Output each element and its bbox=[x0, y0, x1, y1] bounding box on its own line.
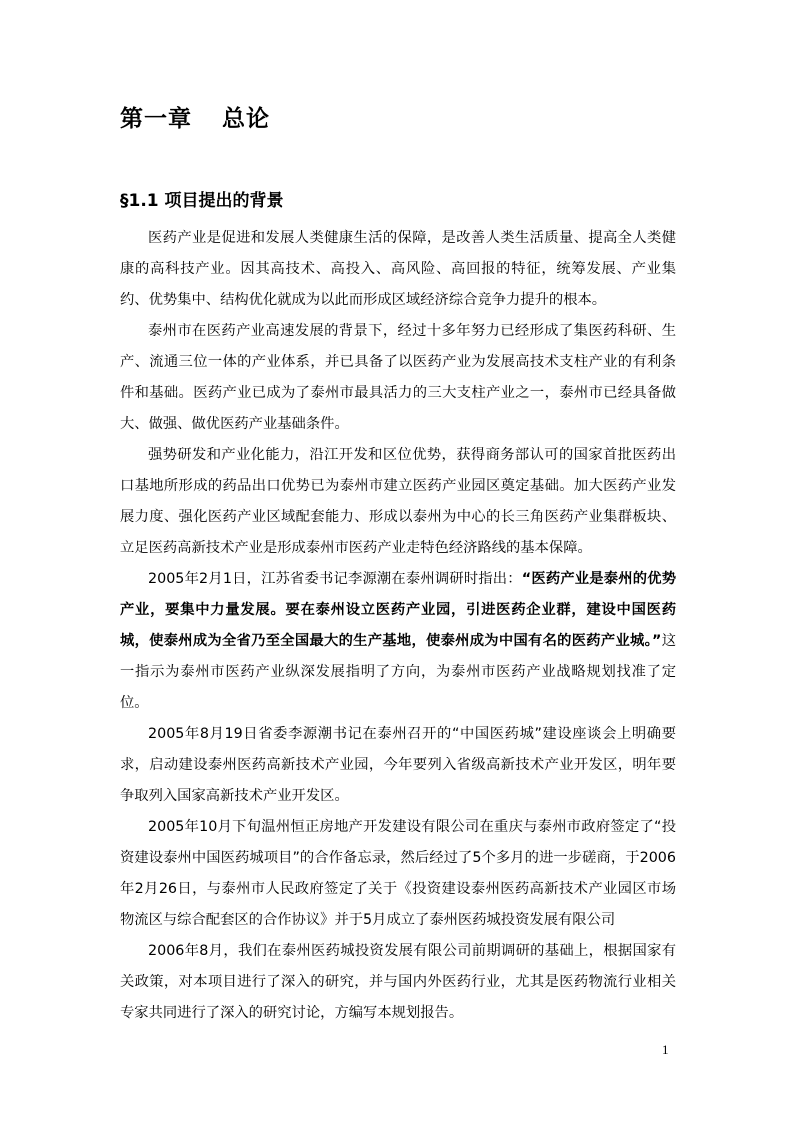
chapter-heading bbox=[120, 100, 270, 133]
paragraph-7: 2006年8月，我们在泰州医药城投资发展有限公司前期调研的基础上，根据国家有关政策，对本项目进行了深入的研究，并与国内外医药行业，尤其是医药物流行业相关专家共同进行了深入的研究讨论，方编写本规划报告。 bbox=[120, 943, 676, 1021]
quote-highlight: “医药产业是泰州的优势产业，要集中力量发展。要在泰州设立医药产业园，引进医药企业群，建设中国医药城，使泰州成为全省乃至全国最大的生产基地，使泰州成为中国有名的医药产业城。” bbox=[120, 571, 676, 649]
paragraph-5: 2005年8月19日省委李源潮书记在泰州召开的“中国医药城”建设座谈会上明确要求，启动建设泰州医药高新技术产业园，今年要列入省级高新技术产业开发区，明年要争取列入国家高新技术产业开发区。 bbox=[120, 726, 676, 804]
paragraph-4-lead: 2005年2月1日，江苏省委书记李源潮在泰州调研时指出： bbox=[148, 571, 522, 587]
paragraph-1: 医药产业是促进和发展人类健康生活的保障，是改善人类生活质量、提高全人类健康的高科技产业。因其高技术、高投入、高风险、高回报的特征，统筹发展、产业集约、优势集中、结构优化就成为以此而形成区域经济综合竞争力提升的根本。 bbox=[120, 230, 676, 308]
paragraph-2: 泰州市在医药产业高速发展的背景下，经过十多年努力已经形成了集医药科研、生产、流通三位一体的产业体系，并已具备了以医药产业为发展高技术支柱产业的有利条件和基础。医药产业已成为了泰州市最具活力的三大支柱产业之一，泰州市已经具备做大、做强、做优医药产业基础条件。 bbox=[120, 323, 676, 432]
paragraph-4 bbox=[120, 564, 676, 719]
paragraph-4-tail: 这一指示为泰州市医药产业纵深发展指明了方向，为泰州市医药产业战略规划找准了定位。 bbox=[120, 633, 676, 711]
section-heading: §1.1 项目提出的背景 bbox=[120, 191, 284, 211]
page-number: 1 bbox=[662, 1042, 669, 1057]
paragraph-3: 强势研发和产业化能力，沿江开发和区位优势，获得商务部认可的国家首批医药出口基地所形成的药品出口优势已为泰州市建立医药产业园区奠定基础。加大医药产业发展力度、强化医药产业区域配套能力、形成以泰州为中心的长三角医药产业集群板块、立足医药高新技术产业是形成泰州市医药产业走特色经济路线的基本保障。 bbox=[120, 447, 676, 556]
document-body bbox=[120, 223, 676, 1029]
chapter-number: 第一章 bbox=[120, 106, 192, 132]
chapter-title: 总论 bbox=[222, 106, 270, 132]
paragraph-6: 2005年10月下旬温州恒正房地产开发建设有限公司在重庆与泰州市政府签定了“投资建设泰州中国医药城项目”的合作备忘录，然后经过了5个多月的进一步磋商，于2006年2月26日，与泰州市人民政府签定了关于《投资建设泰州医药高新技术产业园区市场物流区与综合配套区的合作协议》并于5月成立了泰州医药城投资发展有限公司 bbox=[120, 819, 676, 928]
